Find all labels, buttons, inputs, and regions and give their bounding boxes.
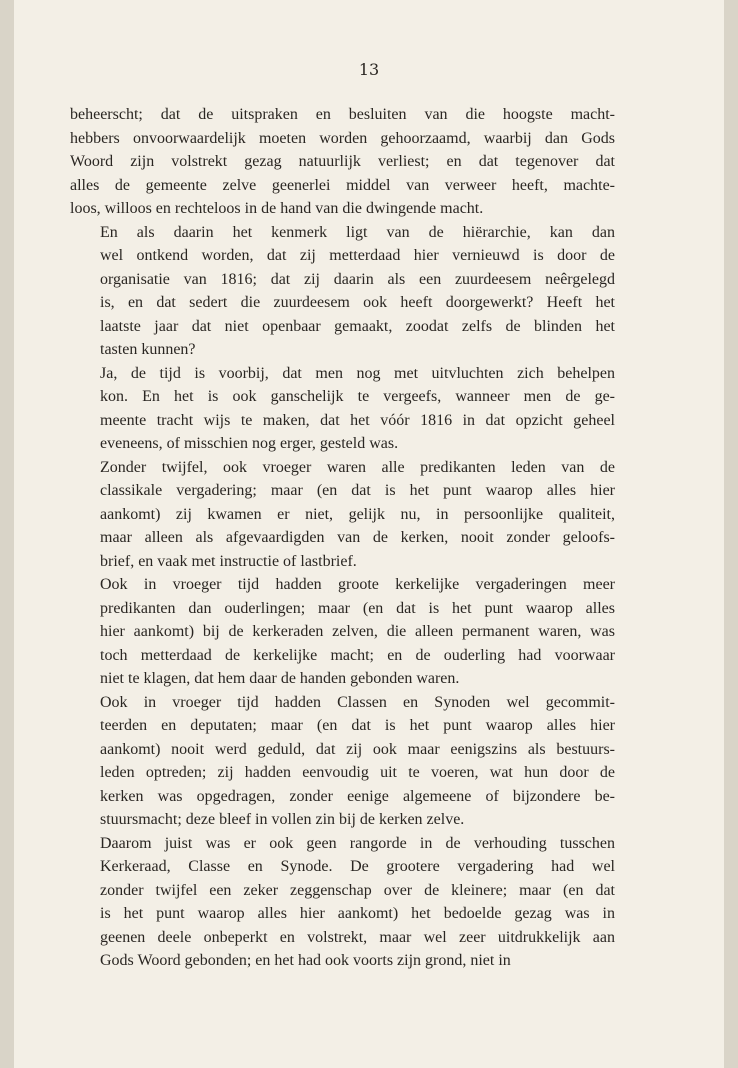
page-number: 13 <box>358 60 380 79</box>
text-line: hebbers onvoorwaardelijk moeten worden gehoorzaamd, waarbij dan Gods <box>70 129 615 147</box>
text-line: zonder twijfel een zeker zeggenschap over de kleinere; maar (en dat <box>100 881 615 899</box>
text-line: kon. En het is ook ganschelijk te vergeefs, wanneer men de ge- <box>100 388 615 405</box>
paragraph <box>70 362 615 456</box>
text-line: predikanten dan ouderlingen; maar (en dat is het punt waarop alles <box>100 599 615 617</box>
text-line: classikale vergadering; maar (en dat is het punt waarop alles hier <box>100 482 615 499</box>
text-line: Ook in vroeger tijd hadden Classen en Synoden wel gecommit- <box>100 693 615 711</box>
text-line: tasten kunnen? <box>100 341 196 358</box>
text-line: Ja, de tijd is voorbij, dat men nog met uitvluchten zich behelpen <box>100 364 615 382</box>
text-line: niet te klagen, dat hem daar de handen gebonden waren. <box>100 670 460 687</box>
text-line: toch metterdaad de kerkelijke macht; en de ouderling had voorwaar <box>100 646 615 664</box>
text-line: maar alleen als afgevaardigden van de kerken, nooit zonder geloofs- <box>100 529 615 546</box>
text-line: loos, willoos en rechteloos in de hand van die dwingende macht. <box>70 200 484 217</box>
paragraph <box>70 691 615 832</box>
paragraph <box>70 573 615 691</box>
text-line: teerden en deputaten; maar (en dat is het punt waarop alles hier <box>100 717 615 734</box>
text-line: En als daarin het kenmerk ligt van de hiërarchie, kan dan <box>100 223 615 241</box>
text-line: Kerkeraad, Classe en Synode. De grootere vergadering had wel <box>100 858 615 875</box>
text-line: Gods Woord gebonden; en het had ook voorts zijn grond, niet in <box>100 952 511 969</box>
text-line: beheerscht; dat de uitspraken en besluiten van die hoogste macht- <box>70 106 615 123</box>
text-line: kerken was opgedragen, zonder eenige algemeene of bijzondere be- <box>100 787 615 805</box>
book-page <box>14 0 724 1068</box>
text-line: organisatie van 1816; dat zij daarin als een zuurdeesem neêrgelegd <box>100 270 615 288</box>
text-line: wel ontkend worden, dat zij metterdaad hier vernieuwd is door de <box>100 247 615 264</box>
paragraph <box>70 832 615 973</box>
paragraph <box>70 103 615 221</box>
text-line: Zonder twijfel, ook vroeger waren alle predikanten leden van de <box>100 458 615 476</box>
text-line: Woord zijn volstrekt gezag natuurlijk verliest; en dat tegenover dat <box>70 153 615 170</box>
text-line: geenen deele onbeperkt en volstrekt, maar wel zeer uitdrukkelijk aan <box>100 928 615 946</box>
paragraph <box>70 456 615 574</box>
text-line: is, en dat sedert die zuurdeesem ook heeft doorgewerkt? Heeft het <box>100 294 615 311</box>
text-line: eveneens, of misschien nog erger, gesteld was. <box>100 435 399 452</box>
text-line: Ook in vroeger tijd hadden groote kerkelijke vergaderingen meer <box>100 576 615 593</box>
text-line: aankomt) zij kwamen er niet, gelijk nu, in persoonlijke qualiteit, <box>100 505 615 523</box>
text-line: Daarom juist was er ook geen rangorde in de verhouding tusschen <box>100 834 615 852</box>
body-text <box>70 103 615 973</box>
text-line: alles de gemeente zelve geenerlei middel van verweer heeft, machte- <box>70 176 615 194</box>
text-line: leden optreden; zij hadden eenvoudig uit te voeren, wat hun door de <box>100 764 615 781</box>
text-line: brief, en vaak met instructie of lastbrief. <box>100 552 357 570</box>
text-line: hier aankomt) bij de kerkeraden zelven, die alleen permanent waren, was <box>100 623 615 640</box>
text-line: is het punt waarop alles hier aankomt) het bedoelde gezag was in <box>100 905 615 922</box>
text-line: meente tracht wijs te maken, dat het vóór 1816 in dat opzicht geheel <box>100 411 615 429</box>
text-line: aankomt) nooit werd geduld, dat zij ook maar eenigszins als bestuurs- <box>100 740 615 758</box>
text-line: stuursmacht; deze bleef in vollen zin bij de kerken zelve. <box>100 811 465 828</box>
paragraph <box>70 221 615 362</box>
text-line: laatste jaar dat niet openbaar gemaakt, zoodat zelfs de blinden het <box>100 317 615 335</box>
